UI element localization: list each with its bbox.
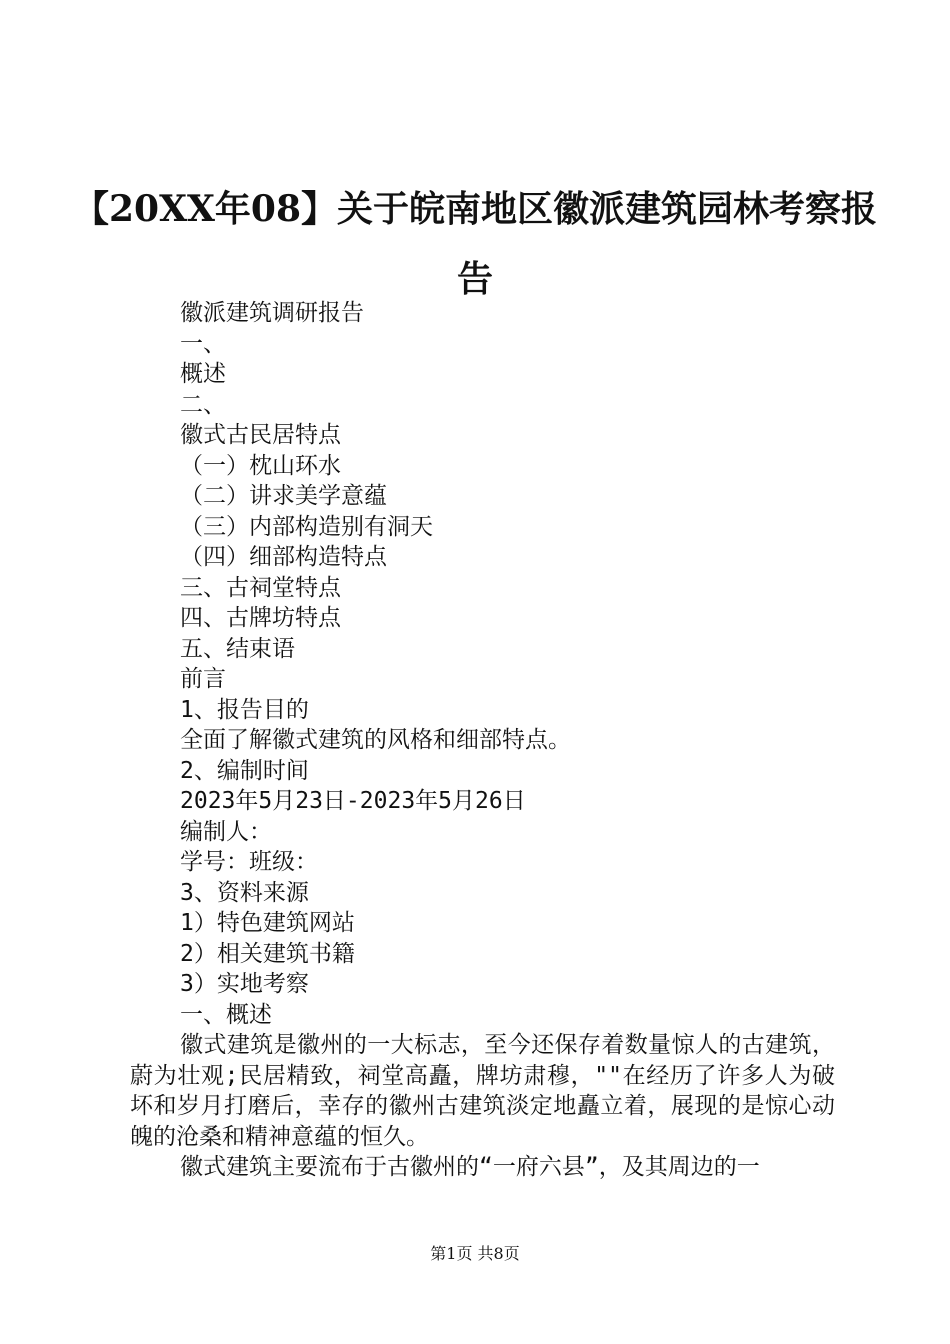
text-line: 前言 <box>180 666 226 692</box>
text-line: 学号：班级： <box>180 849 318 875</box>
text-line: 徽派建筑调研报告 <box>180 300 364 326</box>
text-line: 2）相关建筑书籍 <box>180 940 355 967</box>
text-line: （四）细部构造特点 <box>180 544 387 570</box>
page-footer: 第1页 共8页 <box>430 1244 520 1263</box>
text-line: 2、编制时间 <box>180 757 309 784</box>
text-line: （二）讲求美学意蕴 <box>180 483 387 509</box>
body-paragraph: 徽式建筑主要流布于古徽州的“一府六县”，及其周边的一 <box>180 1154 760 1180</box>
text-line: 全面了解徽式建筑的风格和细部特点。 <box>180 727 571 753</box>
text-line: 四、古牌坊特点 <box>180 605 341 631</box>
text-line: 编制人： <box>180 818 272 845</box>
text-line: 一、概述 <box>180 1001 272 1028</box>
text-line: 一、 <box>180 330 226 357</box>
text-line: 徽式古民居特点 <box>180 422 341 448</box>
text-line: （三）内部构造别有洞天 <box>180 513 433 540</box>
document-body <box>130 298 835 1183</box>
text-line: 五、结束语 <box>180 635 295 662</box>
body-paragraph: 徽式建筑是徽州的一大标志，至今还保存着数量惊人的古建筑，蔚为壮观;民居精致，祠堂高矗，牌坊肃穆，""在经历了许多人为破坏和岁月打磨后，幸存的徽州古建筑淡定地矗立着，展现的是惊心动魄的沧桑和精神意蕴的恒久。 <box>130 1032 835 1150</box>
text-line: 1、报告目的 <box>180 696 309 723</box>
text-line: 二、 <box>180 391 226 418</box>
text-line: 概述 <box>180 361 226 387</box>
text-line: 三、古祠堂特点 <box>180 574 341 601</box>
text-line: 3、资料来源 <box>180 879 309 906</box>
text-line: 3）实地考察 <box>180 971 309 997</box>
text-line: 2023年5月23日-2023年5月26日 <box>180 788 526 814</box>
text-line: （一）枕山环水 <box>180 452 341 479</box>
document-title: 【20XX年08】关于皖南地区徽派建筑园林考察报告 <box>72 188 878 300</box>
text-line: 1）特色建筑网站 <box>180 910 355 936</box>
